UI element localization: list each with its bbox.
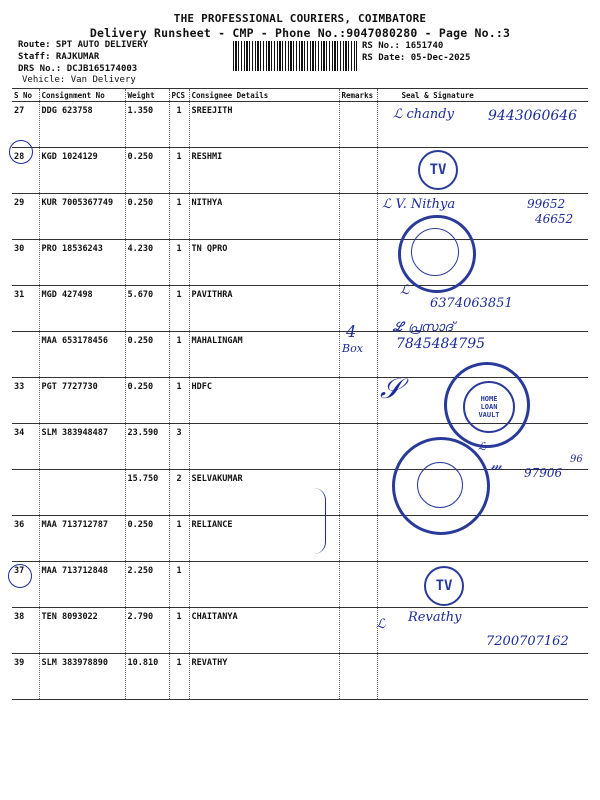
weight-cell: 2.250 <box>125 562 169 608</box>
pcs-cell: 1 <box>169 286 189 332</box>
circle-mark-28 <box>9 140 33 164</box>
consignee-cell: REVATHY <box>189 654 339 700</box>
consignment-cell: KUR 7005367749 <box>39 194 125 240</box>
table-row <box>12 148 588 194</box>
consignment-cell: SLM 383948487 <box>39 424 125 470</box>
sno-cell: 30 <box>12 240 39 286</box>
consignment-cell: MGD 427498 <box>39 286 125 332</box>
seal-cell <box>377 148 588 194</box>
reliance-stamp <box>392 437 490 535</box>
consignee-cell: TN QPRO <box>189 240 339 286</box>
pcs-cell: 1 <box>169 102 189 148</box>
consignee-cell: NITHYA <box>189 194 339 240</box>
hdfc-stamp-inner: HOME LOAN VAULT <box>463 381 515 433</box>
runsheet-title: Delivery Runsheet - CMP - Phone No.:9047080280 - Page No.:3 <box>89 26 511 40</box>
sno-cell <box>12 332 39 378</box>
table-row <box>12 240 588 286</box>
signature-reliance: 𝓂 <box>490 458 502 474</box>
company-seal-inner <box>411 228 459 276</box>
consignee-cell: MAHALINGAM <box>189 332 339 378</box>
weight-cell: 1.350 <box>125 102 169 148</box>
consignment-cell: PRO 18536243 <box>39 240 125 286</box>
weight-cell: 5.670 <box>125 286 169 332</box>
table-row <box>12 194 588 240</box>
box-count: 4 <box>346 322 357 341</box>
phone-mahalingam: 7845484795 <box>396 336 486 352</box>
consignee-cell <box>189 562 339 608</box>
weight-cell: 0.250 <box>125 516 169 562</box>
table-row <box>12 562 588 608</box>
signature-nithya: ℒ V. Nithya <box>382 197 456 212</box>
pcs-cell: 1 <box>169 608 189 654</box>
remarks-cell <box>339 286 377 332</box>
consignment-cell: DDG 623758 <box>39 102 125 148</box>
table-header-row <box>12 89 588 102</box>
remarks-cell <box>339 608 377 654</box>
vehicle-label: Vehicle: Van Delivery <box>22 75 136 85</box>
remarks-cell <box>339 424 377 470</box>
rs-date-label: RS Date: 05-Dec-2025 <box>362 53 471 63</box>
remarks-cell <box>339 654 377 700</box>
consignment-cell: MAA 713712848 <box>39 562 125 608</box>
signature-revathy: Revathy <box>408 610 462 625</box>
pcs-cell: 1 <box>169 378 189 424</box>
sno-cell: 36 <box>12 516 39 562</box>
consignment-cell <box>39 470 125 516</box>
signature-hdfc: 𝒮 <box>380 372 402 405</box>
col-consignee: Consignee Details <box>189 89 339 102</box>
bracket-mark <box>303 488 326 554</box>
remarks-cell <box>339 378 377 424</box>
phone-sreejith: 9443060646 <box>488 108 578 124</box>
company-title: THE PROFESSIONAL COURIERS, COIMBATORE <box>173 12 427 25</box>
consignee-cell <box>189 424 339 470</box>
pcs-cell: 1 <box>169 194 189 240</box>
weight-cell: 10.810 <box>125 654 169 700</box>
phone-revathy: 7200707162 <box>486 634 569 649</box>
consignee-cell: HDFC <box>189 378 339 424</box>
drs-label: DRS No.: DCJB165174003 <box>18 64 138 74</box>
phone-nithya-a: 99652 <box>527 197 566 211</box>
consignment-cell: SLM 383978890 <box>39 654 125 700</box>
staff-label: Staff: RAJKUMAR <box>18 52 100 62</box>
reliance-stamp-inner <box>417 462 463 508</box>
phone-reliance: 97906 <box>524 466 563 480</box>
table-row <box>12 654 588 700</box>
consignment-cell: PGT 7727730 <box>39 378 125 424</box>
weight-cell: 0.250 <box>125 148 169 194</box>
weight-cell: 23.590 <box>125 424 169 470</box>
signature-revathy-mark: ℒ <box>376 617 386 632</box>
sno-cell: 31 <box>12 286 39 332</box>
pcs-cell: 1 <box>169 332 189 378</box>
col-consignment: Consignment No <box>39 89 125 102</box>
signature-selvakumar: ℒ <box>478 440 486 453</box>
sno-cell: 27 <box>12 102 39 148</box>
remarks-cell <box>339 240 377 286</box>
sno-cell: 33 <box>12 378 39 424</box>
pcs-cell: 1 <box>169 148 189 194</box>
pcs-cell: 1 <box>169 562 189 608</box>
col-weight: Weight <box>125 89 169 102</box>
signature-mahalingam: ℒ പ്രസാദ് <box>392 320 454 335</box>
pcs-cell: 3 <box>169 424 189 470</box>
phone-pavithra: 6374063851 <box>430 296 513 311</box>
consignment-cell: TEN 8093022 <box>39 608 125 654</box>
col-seal: Seal & Signature <box>377 89 588 102</box>
signature-sreejith: ℒ chandy <box>393 107 454 122</box>
consignee-cell: CHAITANYA <box>189 608 339 654</box>
sno-cell <box>12 470 39 516</box>
sno-cell: 28 <box>12 148 39 194</box>
weight-cell: 4.230 <box>125 240 169 286</box>
consignee-cell: RELIANCE <box>189 516 339 562</box>
pcs-cell: 1 <box>169 516 189 562</box>
weight-cell: 2.790 <box>125 608 169 654</box>
col-pcs: PCS <box>169 89 189 102</box>
col-sno: S No <box>12 89 39 102</box>
seal-cell <box>377 654 588 700</box>
circle-mark-38 <box>8 564 32 588</box>
phone-reliance-b: 96 <box>570 454 583 465</box>
rs-no-label: RS No.: 1651740 <box>362 41 444 51</box>
sno-cell: 34 <box>12 424 39 470</box>
box-word: Box <box>342 342 363 355</box>
sno-cell: 37 <box>12 562 39 608</box>
remarks-cell <box>339 194 377 240</box>
seal-cell <box>377 562 588 608</box>
weight-cell: 0.250 <box>125 332 169 378</box>
remarks-cell <box>339 102 377 148</box>
remarks-cell <box>339 562 377 608</box>
sno-cell: 38 <box>12 608 39 654</box>
remarks-cell <box>339 516 377 562</box>
consignee-cell: RESHMI <box>189 148 339 194</box>
barcode <box>233 41 357 71</box>
company-seal <box>398 215 476 293</box>
col-remarks: Remarks <box>339 89 377 102</box>
consignment-cell: KGD 1024129 <box>39 148 125 194</box>
pcs-cell: 1 <box>169 654 189 700</box>
tv-mark-38: TV <box>424 566 464 606</box>
signature-pavithra: ℒ <box>400 283 410 298</box>
sno-cell: 39 <box>12 654 39 700</box>
route-label: Route: SPT AUTO DELIVERY <box>18 40 149 50</box>
pcs-cell: 2 <box>169 470 189 516</box>
consignee-cell: SREEJITH <box>189 102 339 148</box>
table-row <box>12 470 588 516</box>
consignment-cell: MAA 713712787 <box>39 516 125 562</box>
table-row <box>12 516 588 562</box>
consignment-cell: MAA 653178456 <box>39 332 125 378</box>
consignee-cell: PAVITHRA <box>189 286 339 332</box>
sno-cell: 29 <box>12 194 39 240</box>
phone-nithya-b: 46652 <box>535 212 574 226</box>
hdfc-stamp <box>444 362 530 448</box>
remarks-cell <box>339 470 377 516</box>
pcs-cell: 1 <box>169 240 189 286</box>
tv-mark-28: TV <box>418 150 458 190</box>
weight-cell: 15.750 <box>125 470 169 516</box>
weight-cell: 0.250 <box>125 378 169 424</box>
remarks-cell <box>339 148 377 194</box>
weight-cell: 0.250 <box>125 194 169 240</box>
consignee-cell: SELVAKUMAR <box>189 470 339 516</box>
